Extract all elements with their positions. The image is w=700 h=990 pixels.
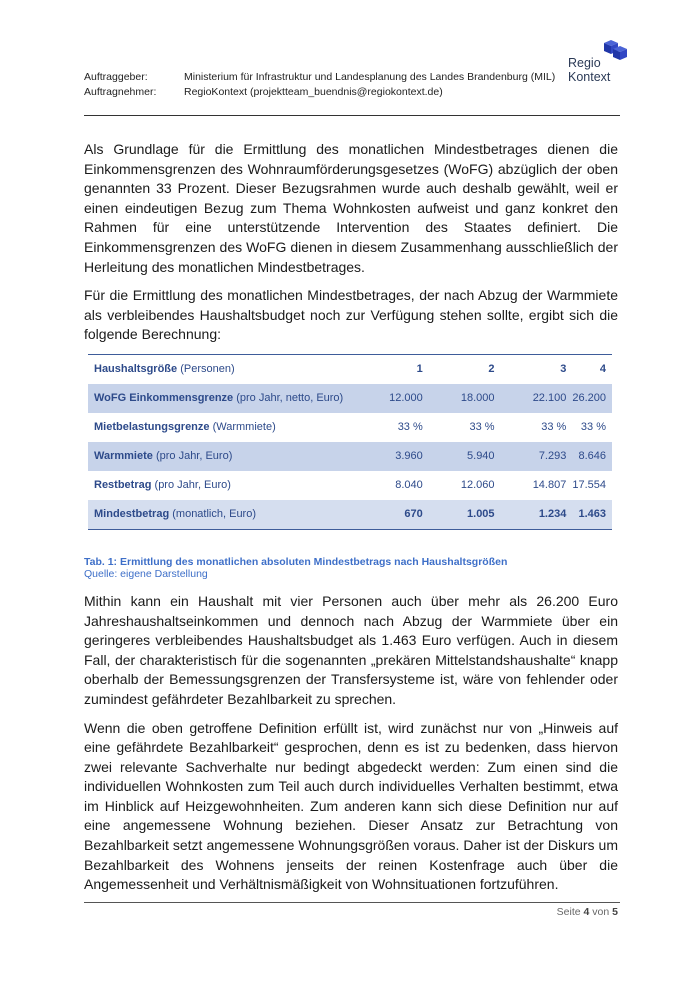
- table-row-total: [88, 500, 612, 530]
- table-header-col: 2: [488, 363, 495, 376]
- table-row: [88, 384, 612, 413]
- footer-total-pages: 5: [612, 906, 618, 918]
- footer-current-page: 4: [583, 906, 590, 918]
- row-sub: (pro Jahr, Euro): [155, 450, 233, 463]
- paragraph-1: Als Grundlage für die Ermittlung des monatlichen Mindestbetrages dienen die Einkommensgrenzen des Wohnraumförderungsgesetzes (WoFG) abzüglich der oben genannten 33 Prozent. Dieser Bezugsrahmen wurde auch deshalb gewählt, weil er einen eindeutigen Bezug zum Thema Wohnkosten aufweist und ganz konkret den Rahmen für eine unterstützende Intervention des Staates definiert. Die Einkommensgrenzen des WoFG dienen in diesem Zusammenhang ausschließlich der Herleitung des monatlichen Mindestbetrages.: [84, 141, 618, 275]
- table-cell: 22.100: [501, 384, 573, 413]
- table-cell: 18.000: [429, 384, 501, 413]
- table-cell: 33 %: [397, 421, 423, 434]
- table-cell: 8.040: [395, 479, 423, 492]
- table-cell: 1.463: [578, 508, 606, 521]
- table-cell: 5.940: [429, 442, 501, 471]
- page-footer: [557, 906, 618, 918]
- row-label: WoFG Einkommensgrenze: [94, 392, 234, 405]
- row-label: Restbetrag: [94, 479, 152, 492]
- table-row: [88, 471, 612, 500]
- table-cell: 12.000: [363, 384, 429, 413]
- caption-title: Tab. 1: Ermittlung des monatlichen absoluten Mindestbetrags nach Haushaltsgrößen: [84, 555, 508, 568]
- table-cell: 3.960: [363, 442, 429, 471]
- table-cell: 17.554: [572, 479, 606, 492]
- table-cell: 33 %: [580, 421, 606, 434]
- row-label: Mietbelastungsgrenze: [94, 421, 210, 434]
- footer-divider: [84, 902, 620, 903]
- table-row: [88, 442, 612, 471]
- row-sub: (monatlich, Euro): [172, 508, 257, 521]
- table-cell: 33 %: [541, 421, 567, 434]
- paragraph-3: Mithin kann ein Haushalt mit vier Personen auch über mehr als 26.200 Euro Jahreshaushaltseinkommen und dennoch nach Abzug der Warmmiete über ein geringeres verbleibendes Haushaltsbudget als 1.463 Euro verfügen. Auch in diesem Fall, der charakteristisch für die sogenannten „prekären Mittelstandshaushalte“ knapp oberhalb der Bemessungsgrenzen der Transfersysteme ist, wäre von fehlender oder zumindest gefährdeter Bezahlbarkeit zu sprechen.: [84, 592, 618, 707]
- table-header-col: 4: [599, 363, 606, 376]
- table-header-label: Haushaltsgröße: [94, 363, 178, 376]
- table-row: [88, 413, 612, 442]
- logo-line2: Kontext: [568, 70, 611, 84]
- client-value: Ministerium für Infrastruktur und Landesplanung des Landes Brandenburg (MIL): [184, 71, 556, 83]
- document-body: [84, 140, 618, 904]
- table-header-col: 3: [560, 363, 567, 376]
- caption-source: Quelle: eigene Darstellung: [84, 568, 208, 581]
- footer-middle: von: [592, 906, 610, 918]
- table-header-col: 1: [416, 363, 423, 376]
- table-cell: 670: [404, 508, 423, 521]
- contractor-value: RegioKontext (projektteam_buendnis@regiokontext.de): [184, 86, 443, 98]
- row-label: Mindestbetrag: [94, 508, 170, 521]
- mindestbetrag-table: [88, 354, 612, 530]
- logo-line1: Regio: [568, 56, 601, 70]
- table-caption: [84, 556, 618, 581]
- header-divider: [84, 115, 620, 116]
- table-cell: 8.646: [572, 442, 612, 471]
- contractor-label: Auftragnehmer:: [84, 86, 157, 98]
- table-cell: 14.807: [532, 479, 567, 492]
- table-header-sub: (Personen): [180, 363, 235, 376]
- table-cell: 1.234: [538, 508, 567, 521]
- table-cell: 33 %: [469, 421, 495, 434]
- table-cell: 12.060: [460, 479, 495, 492]
- footer-prefix: Seite: [556, 906, 581, 918]
- table-cell: 26.200: [572, 384, 612, 413]
- row-sub: (Warmmiete): [212, 421, 276, 434]
- table-cell: 1.005: [467, 508, 495, 521]
- table-header-row: [88, 354, 612, 384]
- client-label: Auftraggeber:: [84, 71, 148, 83]
- table-cell: 7.293: [501, 442, 573, 471]
- row-label: Warmmiete: [94, 450, 153, 463]
- paragraph-2: Für die Ermittlung des monatlichen Mindestbetrages, der nach Abzug der Warmmiete als verbleibendes Haushaltsbudget noch zur Verfügung stehen sollte, ergibt sich die folgende Berechnung:: [84, 287, 618, 343]
- row-sub: (pro Jahr, Euro): [154, 479, 231, 492]
- row-sub: (pro Jahr, netto, Euro): [236, 392, 344, 405]
- page-header: [84, 70, 624, 100]
- paragraph-4: Wenn die oben getroffene Definition erfüllt ist, wird zunächst nur von „Hinweis auf eine gefährdete Bezahlbarkeit“ gesprochen, denn es ist zu bedenken, dass hiervon zwei relevante Sachverhalte nur bedingt abgedeckt werden: Zum einen sind die individuellen Wohnkosten zum Teil auch durch individuelles Verhalten bestimmt, etwa im Hinblick auf Heizgewohnheiten. Zum anderen kann sich diese Definition nur auf eine angemessene Wohnung beziehen. Dieser Ansatz zur Betrachtung von Bezahlbarkeit setzt angemessene Wohnungsgrößen voraus. Daher ist der Diskurs um Bezahlbarkeit des Wohnens jenseits der reinen Kostenfrage auch über die Angemessenheit und Verhältnismäßigkeit von Wohnsituationen fortzuführen.: [84, 719, 618, 893]
